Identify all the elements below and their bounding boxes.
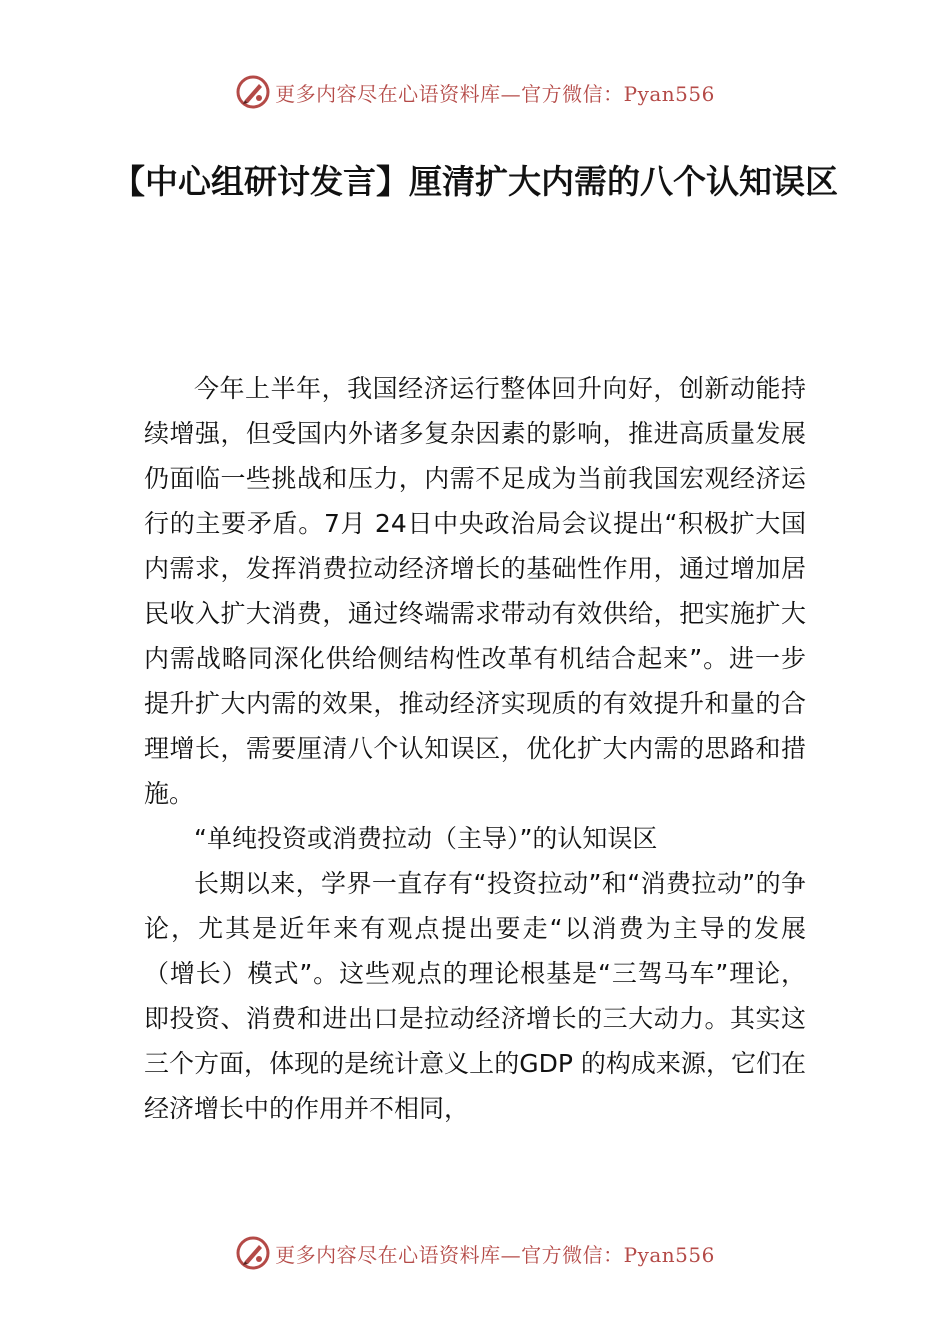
section-heading: “单纯投资或消费拉动（主导）”的认知误区 [194, 824, 658, 853]
watermark-text: 更多内容尽在心语资料库—官方微信：Pyan556 [275, 1242, 715, 1267]
pen-logo-icon [235, 1235, 271, 1271]
document-body [144, 366, 806, 1131]
paragraph-intro: 今年上半年，我国经济运行整体回升向好，创新动能持续增强，但受国内外诸多复杂因素的影响，推进高质量发展仍面临一些挑战和压力，内需不足成为当前我国宏观经济运行的主要矛盾。7月 24日中央政治局会议提出“积极扩大国内需求，发挥消费拉动经济增长的基础性作用，通过增加居民收入扩大消费，通过终端需求带动有效供给，把实施扩大内需战略同深化供给侧结构性改革有机结合起来”。进一步提升扩大内需的效果，推动经济实现质的有效提升和量的合理增长，需要厘清八个认知误区，优化扩大内需的思路和措施。 [144, 374, 806, 808]
watermark-text: 更多内容尽在心语资料库—官方微信：Pyan556 [275, 81, 715, 106]
watermark-footer [0, 1233, 950, 1273]
pen-logo-icon [235, 74, 271, 110]
watermark-header [0, 72, 950, 112]
document-title: 【中心组研讨发言】厘清扩大内需的八个认知误区 [112, 162, 838, 201]
paragraph-body: 长期以来，学界一直存有“投资拉动”和“消费拉动”的争论，尤其是近年来有观点提出要走“以消费为主导的发展（增长）模式”。这些观点的理论根基是“三驾马车”理论，即投资、消费和进出口是拉动经济增长的三大动力。其实这三个方面，体现的是统计意义上的GDP 的构成来源，它们在经济增长中的作用并不相同， [144, 869, 806, 1123]
